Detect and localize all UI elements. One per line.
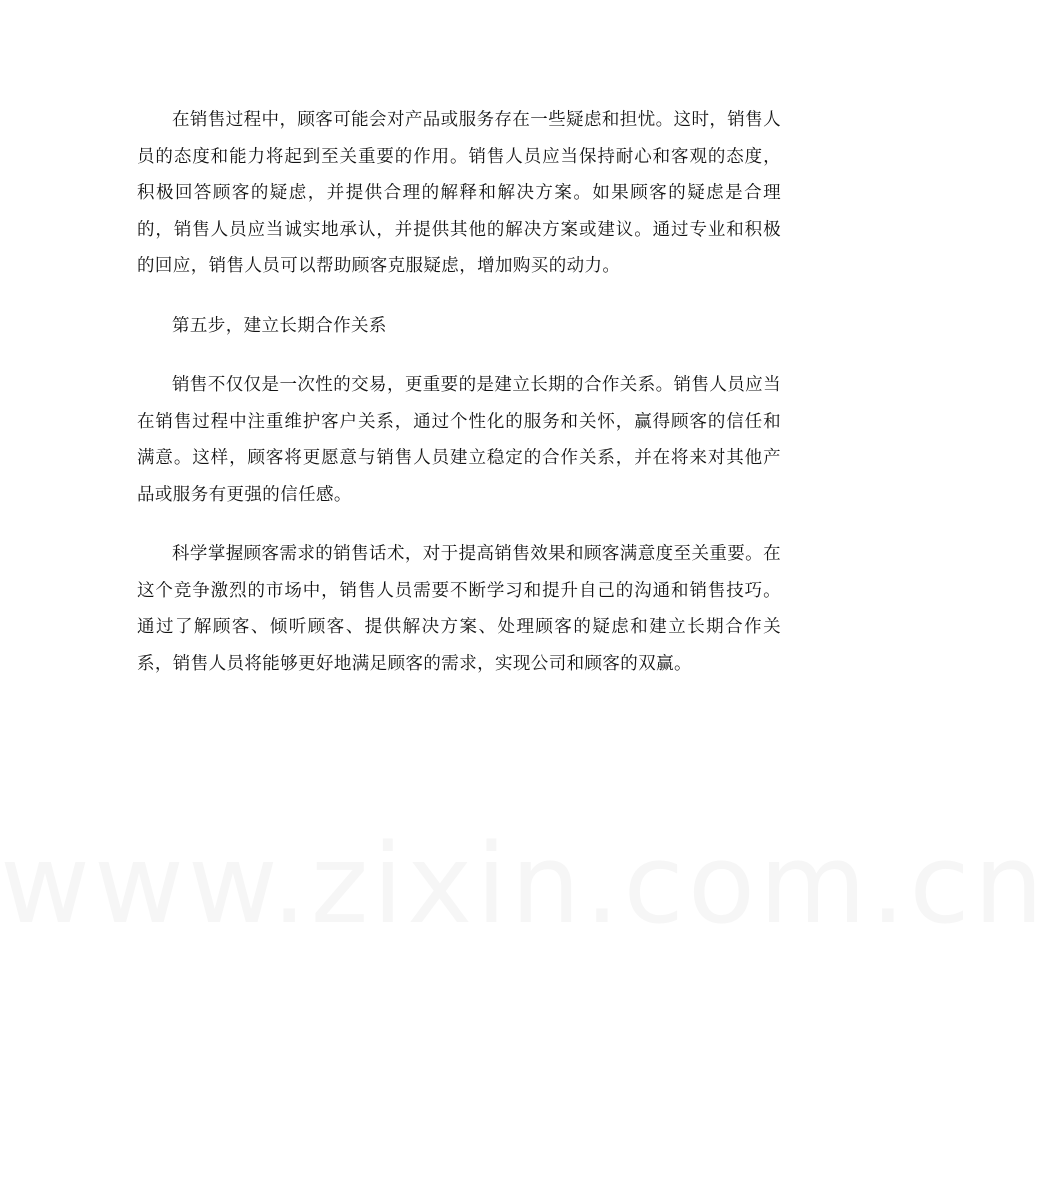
paragraph-conclusion: 科学掌握顾客需求的销售话术，对于提高销售效果和顾客满意度至关重要。在这个竞争激烈的市场中，销售人员需要不断学习和提升自己的沟通和销售技巧。通过了解顾客、倾听顾客、提供解决方案、处理顾客的疑虑和建立长期合作关系，销售人员将能够更好地满足顾客的需求，实现公司和顾客的双赢。 <box>137 544 781 674</box>
paragraph-handling-doubts: 在销售过程中，顾客可能会对产品或服务存在一些疑虑和担忧。这时，销售人员的态度和能力将起到至关重要的作用。销售人员应当保持耐心和客观的态度，积极回答顾客的疑虑，并提供合理的解释和解决方案。如果顾客的疑虑是合理的，销售人员应当诚实地承认，并提供其他的解决方案或建议。通过专业和积极的回应，销售人员可以帮助顾客克服疑虑，增加购买的动力。 <box>137 110 781 276</box>
section-heading-step-five: 第五步，建立长期合作关系 <box>172 315 387 336</box>
watermark: www.zixin.com.cn <box>0 820 1048 948</box>
document-body <box>137 102 781 705</box>
paragraph-long-term-relationship: 销售不仅仅是一次性的交易，更重要的是建立长期的合作关系。销售人员应当在销售过程中注重维护客户关系，通过个性化的服务和关怀，赢得顾客的信任和满意。这样，顾客将更愿意与销售人员建立稳定的合作关系，并在将来对其他产品或服务有更强的信任感。 <box>137 375 781 505</box>
